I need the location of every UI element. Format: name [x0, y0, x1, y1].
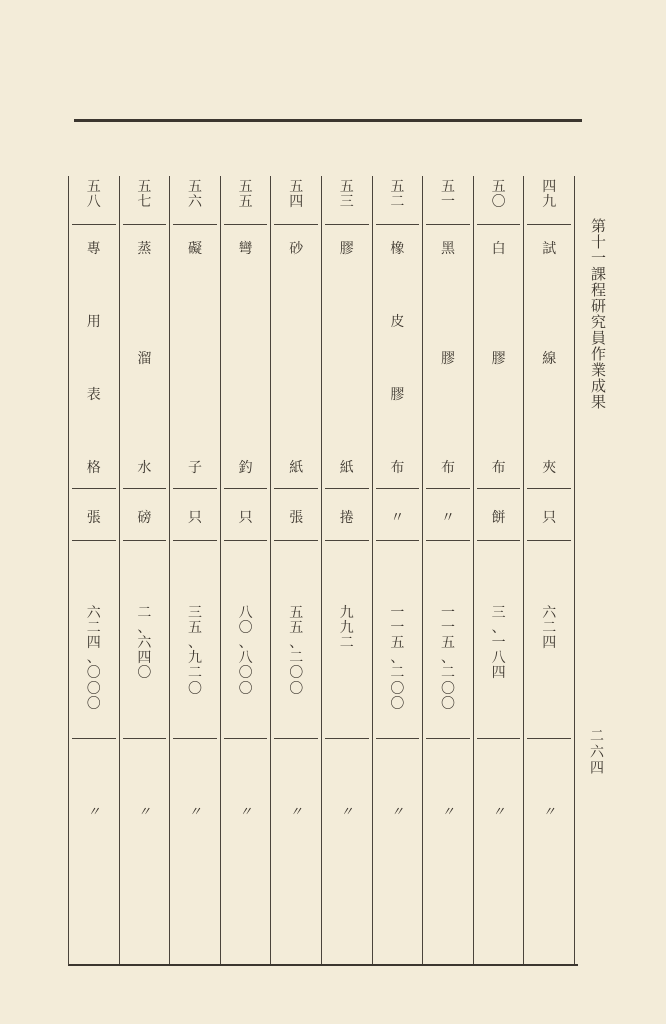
item-quantity-char: 、 [86, 650, 101, 667]
item-name-char: 黑 [440, 241, 455, 257]
item-name [170, 242, 220, 476]
item-quantity [271, 606, 321, 697]
item-name-char: 彎 [238, 241, 253, 257]
row-divider [477, 738, 521, 739]
table-row [474, 176, 525, 964]
item-number-char: 五 [289, 179, 304, 195]
item-quantity-char: 二 [137, 605, 152, 621]
item-quantity [524, 606, 574, 651]
item-name-char: 夾 [542, 460, 557, 477]
row-divider [527, 738, 571, 739]
item-quantity-char: 二 [390, 665, 405, 682]
item-quantity-char: 、 [390, 650, 405, 667]
item-quantity [69, 606, 119, 712]
item-name-char: 子 [187, 460, 202, 477]
item-quantity-char: 六 [86, 605, 101, 621]
item-name [474, 242, 524, 476]
item-number-char: 四 [542, 179, 557, 195]
item-unit: 餅 [491, 509, 506, 526]
item-number-char: 一 [440, 193, 455, 210]
item-number-char: 五 [339, 179, 354, 195]
item-name [423, 242, 473, 476]
item-quantity-char: 八 [491, 650, 506, 667]
item-quantity-char: 五 [187, 620, 202, 637]
item-quantity [474, 606, 524, 682]
item-quantity-char: 六 [542, 605, 557, 621]
row-divider [123, 488, 167, 489]
item-number-char: 五 [238, 179, 253, 195]
row-divider [72, 738, 116, 739]
item-number-char: 二 [390, 193, 405, 210]
item-name-char: 表 [86, 387, 101, 404]
item-name-char: 試 [542, 241, 557, 257]
row-divider [274, 540, 318, 541]
item-quantity [170, 606, 220, 697]
row-divider [224, 738, 268, 739]
row-divider [123, 540, 167, 541]
item-quantity-char: 五 [440, 635, 455, 652]
item-number-char: 五 [187, 179, 202, 195]
item-number-char: 四 [289, 193, 304, 210]
item-name-char: 用 [86, 314, 101, 331]
item-number-char: 五 [238, 193, 253, 210]
page-title: 第十一課程研究員作業成果 [589, 218, 607, 410]
item-name-char: 釣 [238, 460, 253, 477]
item-number-char: 七 [137, 193, 152, 210]
item-quantity-char: 、 [289, 635, 304, 652]
row-divider [325, 738, 369, 739]
item-quantity-char: 二 [339, 635, 354, 652]
item-quantity-char: 〇 [238, 665, 253, 682]
item-quantity-char: 五 [390, 635, 405, 652]
item-quantity-char: 三 [187, 605, 202, 621]
item-quantity [373, 606, 423, 712]
item-number [221, 180, 271, 224]
item-number-char: 五 [390, 179, 405, 195]
inventory-table [68, 176, 578, 966]
item-name-char: 膠 [390, 387, 405, 404]
item-unit: 只 [542, 509, 557, 526]
row-divider [224, 488, 268, 489]
row-divider [224, 224, 268, 225]
item-quantity-char: 九 [339, 605, 354, 621]
item-quantity-char: 〇 [187, 680, 202, 697]
item-name [322, 242, 372, 476]
table-row [221, 176, 272, 964]
row-divider [376, 738, 420, 739]
item-name [524, 242, 574, 476]
row-divider [376, 488, 420, 489]
top-rule [74, 119, 582, 122]
item-number-char: 八 [86, 193, 101, 210]
item-name [373, 242, 423, 476]
item-number-char: 〇 [491, 193, 506, 210]
row-divider [477, 540, 521, 541]
table-row [373, 176, 424, 964]
row-divider [123, 738, 167, 739]
page-number: 二六四 [588, 728, 604, 776]
item-number [271, 180, 321, 224]
item-quantity-char: 二 [86, 620, 101, 637]
item-name-char: 白 [491, 241, 506, 257]
table-row [271, 176, 322, 964]
item-name [120, 242, 170, 476]
item-quantity-char: 、 [137, 620, 152, 637]
item-name-char: 紙 [289, 460, 304, 477]
table-row [423, 176, 474, 964]
row-divider [477, 488, 521, 489]
row-divider [527, 224, 571, 225]
item-price: 〃 [137, 805, 151, 820]
item-number [69, 180, 119, 224]
item-name-char: 布 [440, 460, 455, 477]
item-quantity-char: 九 [187, 650, 202, 667]
item-quantity-char: 〇 [440, 680, 455, 697]
item-name-char: 礙 [187, 241, 202, 257]
item-quantity-char: 〇 [289, 665, 304, 682]
item-name [69, 242, 119, 476]
item-quantity-char: 、 [440, 650, 455, 667]
item-quantity-char: 〇 [86, 695, 101, 712]
row-divider [477, 224, 521, 225]
item-price: 〃 [542, 805, 556, 820]
row-divider [527, 488, 571, 489]
item-quantity-char: 〇 [238, 620, 253, 637]
row-divider [426, 540, 470, 541]
item-unit: 磅 [137, 509, 152, 526]
item-quantity-char: 一 [440, 605, 455, 621]
item-name-char: 線 [542, 350, 557, 367]
row-divider [173, 738, 217, 739]
row-divider [527, 540, 571, 541]
item-number [120, 180, 170, 224]
table-row [69, 176, 120, 964]
item-quantity-char: 四 [137, 650, 152, 667]
row-divider [173, 488, 217, 489]
item-unit: 〃 [440, 509, 455, 526]
item-quantity-char: 五 [289, 620, 304, 637]
table-row [120, 176, 171, 964]
item-quantity-char: 一 [390, 620, 405, 637]
item-unit: 張 [86, 509, 101, 526]
item-number-char: 九 [542, 193, 557, 210]
item-name-char: 砂 [289, 241, 304, 257]
item-quantity-char: 八 [238, 605, 253, 621]
item-number [322, 180, 372, 224]
item-quantity-char: 、 [491, 620, 506, 637]
item-quantity-char: 九 [339, 620, 354, 637]
item-number [170, 180, 220, 224]
row-divider [173, 540, 217, 541]
item-name-char: 專 [86, 241, 101, 257]
item-name-char: 膠 [491, 350, 506, 367]
row-divider [224, 540, 268, 541]
item-price: 〃 [340, 805, 354, 820]
row-divider [426, 224, 470, 225]
item-number-char: 五 [86, 179, 101, 195]
item-number [474, 180, 524, 224]
item-price: 〃 [390, 805, 404, 820]
item-quantity-char: 〇 [238, 680, 253, 697]
item-quantity-char: 六 [137, 635, 152, 652]
item-number [524, 180, 574, 224]
row-divider [123, 224, 167, 225]
item-name-char: 紙 [339, 460, 354, 477]
item-quantity [221, 606, 271, 697]
item-quantity-char: 四 [542, 635, 557, 652]
item-quantity-char: 四 [86, 635, 101, 652]
row-divider [173, 224, 217, 225]
row-divider [72, 488, 116, 489]
row-divider [325, 224, 369, 225]
item-number-char: 六 [187, 193, 202, 210]
item-quantity-char: 五 [289, 605, 304, 621]
item-quantity-char: 〇 [390, 695, 405, 712]
item-quantity-char: 二 [440, 665, 455, 682]
row-divider [274, 224, 318, 225]
item-price: 〃 [441, 805, 455, 820]
item-name-char: 膠 [339, 241, 354, 257]
row-divider [325, 540, 369, 541]
item-quantity-char: 〇 [390, 680, 405, 697]
item-unit: 只 [238, 509, 253, 526]
row-divider [376, 224, 420, 225]
item-quantity-char: 二 [542, 620, 557, 637]
item-quantity-char: 〇 [440, 695, 455, 712]
item-quantity-char: 八 [238, 650, 253, 667]
item-quantity [120, 606, 170, 682]
item-number-char: 五 [440, 179, 455, 195]
item-price: 〃 [188, 805, 202, 820]
item-quantity-char: 三 [491, 605, 506, 621]
item-name-char: 溜 [137, 350, 152, 367]
item-name-char: 布 [491, 460, 506, 477]
item-quantity-char: 一 [440, 620, 455, 637]
row-divider [426, 488, 470, 489]
item-name-char: 皮 [390, 314, 405, 331]
item-number-char: 五 [491, 179, 506, 195]
item-name-char: 膠 [440, 350, 455, 367]
item-name-char: 橡 [390, 241, 405, 257]
item-quantity-char: 一 [491, 635, 506, 652]
table-row [322, 176, 373, 964]
item-quantity [423, 606, 473, 712]
item-number [373, 180, 423, 224]
item-price: 〃 [87, 805, 101, 820]
row-divider [72, 540, 116, 541]
item-unit: 〃 [390, 509, 405, 526]
item-quantity-char: 〇 [137, 665, 152, 682]
item-quantity-char: 、 [238, 635, 253, 652]
item-quantity-char: 〇 [86, 680, 101, 697]
item-quantity-char: 〇 [86, 665, 101, 682]
item-quantity [322, 606, 372, 651]
row-divider [426, 738, 470, 739]
item-name-char: 布 [390, 460, 405, 477]
item-name-char: 格 [86, 460, 101, 477]
item-name [221, 242, 271, 476]
table-row [170, 176, 221, 964]
item-unit: 捲 [339, 509, 354, 526]
item-quantity-char: 二 [187, 665, 202, 682]
item-name-char: 蒸 [137, 241, 152, 257]
row-divider [274, 738, 318, 739]
table-row [524, 176, 575, 964]
row-divider [325, 488, 369, 489]
item-unit: 張 [289, 509, 304, 526]
item-quantity-char: 一 [390, 605, 405, 621]
item-number-char: 五 [137, 179, 152, 195]
item-name [271, 242, 321, 476]
item-quantity-char: 四 [491, 665, 506, 682]
item-price: 〃 [492, 805, 506, 820]
item-price: 〃 [239, 805, 253, 820]
item-quantity-char: 〇 [289, 680, 304, 697]
row-divider [376, 540, 420, 541]
item-quantity-char: 、 [187, 635, 202, 652]
item-number [423, 180, 473, 224]
item-quantity-char: 二 [289, 650, 304, 667]
item-name-char: 水 [137, 460, 152, 477]
item-unit: 只 [187, 509, 202, 526]
item-price: 〃 [289, 805, 303, 820]
row-divider [274, 488, 318, 489]
item-number-char: 三 [339, 193, 354, 210]
row-divider [72, 224, 116, 225]
